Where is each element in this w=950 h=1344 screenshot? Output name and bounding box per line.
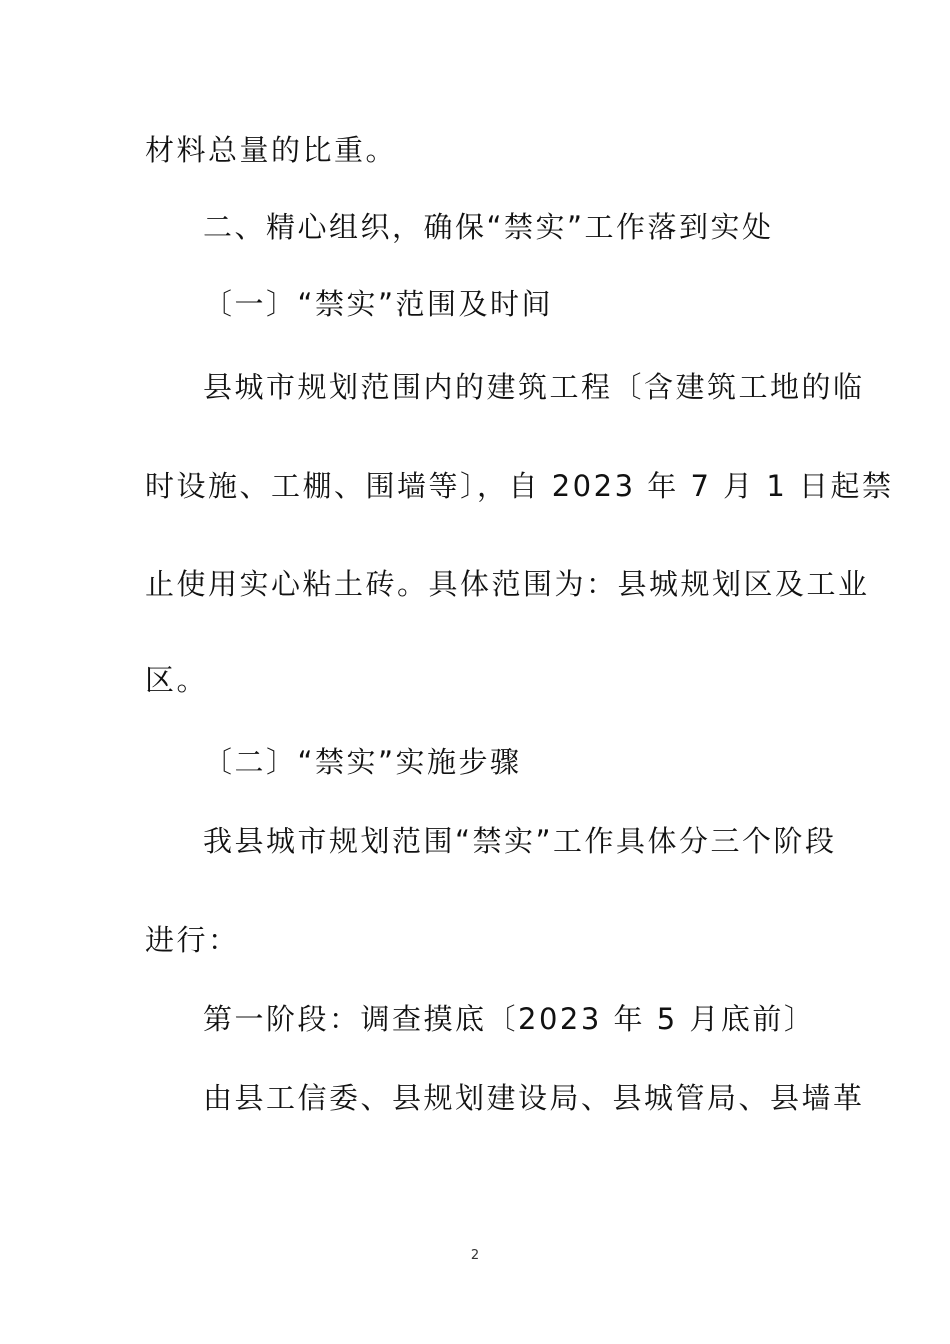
body-text-line: 我县城市规划范围“禁实”工作具体分三个阶段 — [203, 824, 837, 858]
subsection-heading: 〔二〕“禁实”实施步骤 — [203, 745, 522, 779]
body-text-line: 区。 — [145, 663, 209, 697]
stage-heading: 第一阶段：调查摸底〔2023 年 5 月底前〕 — [203, 1002, 816, 1036]
section-heading: 二、精心组织，确保“禁实”工作落到实处 — [203, 210, 774, 244]
subsection-heading: 〔一〕“禁实”范围及时间 — [203, 287, 554, 321]
body-text-line: 由县工信委、县规划建设局、县城管局、县墙革 — [203, 1081, 865, 1115]
page-number: 2 — [470, 1248, 480, 1263]
body-text-line: 材料总量的比重。 — [145, 133, 398, 167]
body-text-line: 止使用实心粘土砖。具体范围为：县城规划区及工业 — [145, 567, 870, 601]
body-text-line: 时设施、工棚、围墙等〕，自 2023 年 7 月 1 日起禁 — [145, 469, 894, 503]
body-text-line: 进行： — [145, 923, 240, 957]
body-text-line: 县城市规划范围内的建筑工程〔含建筑工地的临 — [203, 370, 865, 404]
